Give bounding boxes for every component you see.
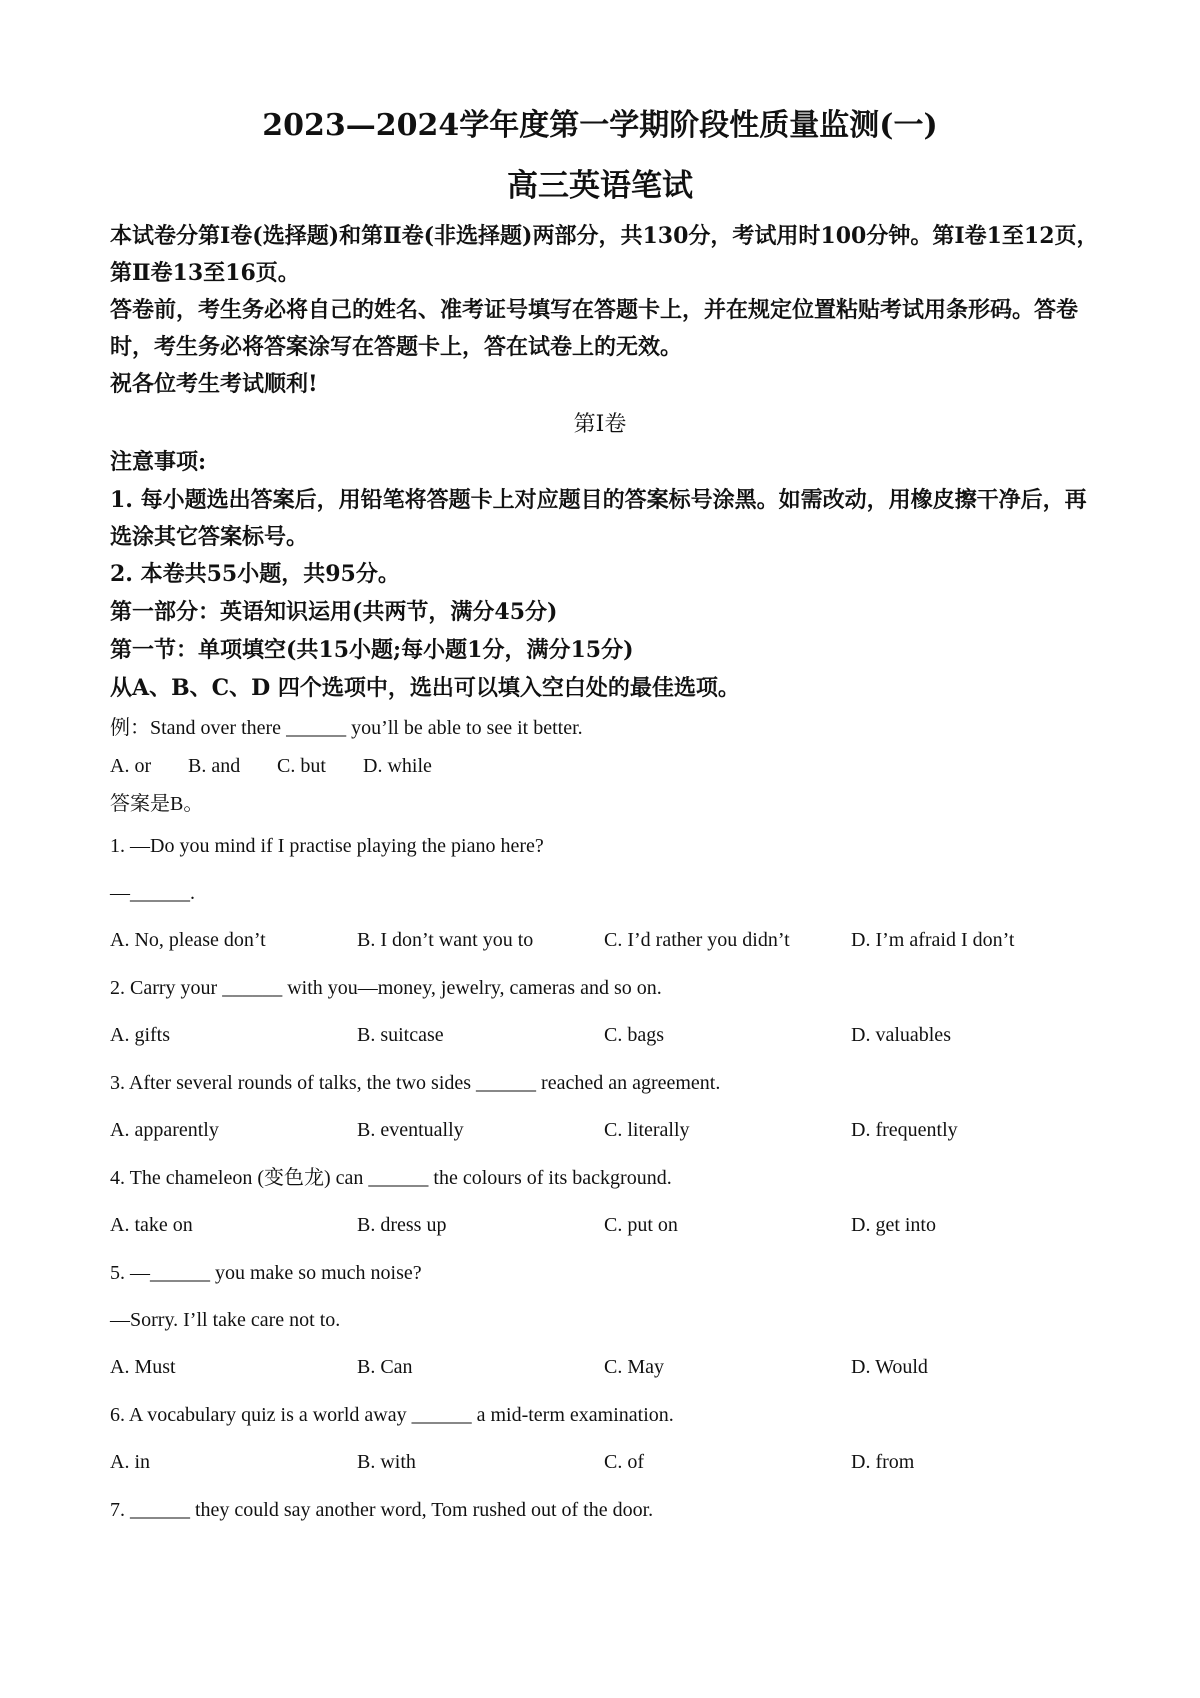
question-1-reply: —______. — [110, 882, 195, 904]
question-2-stem: 2. Carry your ______ with you—money, jewelry, cameras and so on. — [110, 977, 662, 999]
question-6-option-a: A. in — [110, 1451, 150, 1473]
question-6-option-b: B. with — [357, 1451, 416, 1473]
intro-paragraph-2: 答卷前，考生务必将自己的姓名、准考证号填写在答题卡上，并在规定位置粘贴考试用条形码。答卷时，考生务必将答案涂写在答题卡上，答在试卷上的无效。 — [110, 297, 1079, 360]
question-2-options — [110, 1020, 1100, 1050]
question-7-stem: 7. ______ they could say another word, Tom rushed out of the door. — [110, 1499, 654, 1521]
intro-paragraph-1: 本试卷分第Ⅰ卷(选择题)和第Ⅱ卷(非选择题)两部分，共130分，考试用时100分钟。第Ⅰ卷1至12页，第Ⅱ卷13至16页。 — [110, 223, 1099, 286]
question-3-option-c: C. literally — [604, 1119, 690, 1141]
question-5-option-b: B. Can — [357, 1356, 413, 1378]
question-6-option-d: D. from — [851, 1451, 915, 1473]
question-5-option-c: C. May — [604, 1356, 664, 1378]
question-3-stem: 3. After several rounds of talks, the two sides ______ reached an agreement. — [110, 1072, 721, 1094]
question-4-stem: 4. The chameleon (变色龙) can ______ the colours of its background. — [110, 1167, 672, 1189]
question-1-option-b: B. I don’t want you to — [357, 929, 534, 951]
question-3-option-a: A. apparently — [110, 1119, 219, 1141]
question-2-option-b: B. suitcase — [357, 1024, 444, 1046]
question-4-option-c: C. put on — [604, 1214, 678, 1236]
question-3-options — [110, 1115, 1100, 1145]
example-option-d: D. while — [363, 755, 432, 777]
question-4-option-a: A. take on — [110, 1214, 193, 1236]
question-2-option-a: A. gifts — [110, 1024, 170, 1046]
question-2-option-d: D. valuables — [851, 1024, 951, 1046]
question-6-options — [110, 1447, 1100, 1477]
question-2-option-c: C. bags — [604, 1024, 664, 1046]
note-1: 1. 每小题选出答案后，用铅笔将答题卡上对应题目的答案标号涂黑。如需改动，用橡皮擦干净后，再选涂其它答案标号。 — [110, 487, 1087, 550]
section1-heading: 第一节：单项填空(共15小题;每小题1分，满分15分) — [110, 637, 634, 663]
question-1-option-a: A. No, please don’t — [110, 929, 266, 951]
note-2: 2. 本卷共55小题，共95分。 — [110, 561, 400, 587]
section1-instruction: 从A、B、C、D 四个选项中，选出可以填入空白处的最佳选项。 — [110, 675, 740, 701]
exam-title: 2023—2024学年度第一学期阶段性质量监测(一) — [262, 108, 938, 143]
question-6-option-c: C. of — [604, 1451, 644, 1473]
example-answer: 答案是B。 — [110, 793, 204, 815]
question-1-option-c: C. I’d rather you didn’t — [604, 929, 790, 951]
question-5-option-d: D. Would — [851, 1356, 928, 1378]
example-option-b: B. and — [188, 755, 241, 777]
notes-heading: 注意事项: — [110, 449, 207, 475]
example-option-a: A. or — [110, 755, 152, 777]
question-4-option-d: D. get into — [851, 1214, 936, 1236]
question-3-option-d: D. frequently — [851, 1119, 958, 1141]
question-5-option-a: A. Must — [110, 1356, 176, 1378]
example-options — [110, 751, 1100, 781]
question-4-options — [110, 1210, 1100, 1240]
question-4-option-b: B. dress up — [357, 1214, 447, 1236]
question-1-option-d: D. I’m afraid I don’t — [851, 929, 1015, 951]
question-1-options — [110, 925, 1100, 955]
volume-label: 第Ⅰ卷 — [573, 412, 627, 437]
question-3-option-b: B. eventually — [357, 1119, 464, 1141]
question-5-options — [110, 1352, 1100, 1382]
intro-paragraph-3: 祝各位考生考试顺利! — [110, 371, 318, 397]
part1-heading: 第一部分：英语知识运用(共两节，满分45分) — [110, 599, 558, 625]
question-5-reply: —Sorry. I’ll take care not to. — [110, 1309, 341, 1331]
question-1-stem: 1. —Do you mind if I practise playing the piano here? — [110, 835, 544, 857]
example-stem: 例：Stand over there ______ you’ll be able to see it better. — [110, 717, 583, 739]
example-option-c: C. but — [277, 755, 326, 777]
question-5-stem: 5. —______ you make so much noise? — [110, 1262, 422, 1284]
exam-subtitle: 高三英语笔试 — [507, 168, 693, 204]
question-6-stem: 6. A vocabulary quiz is a world away ______ a mid-term examination. — [110, 1404, 674, 1426]
